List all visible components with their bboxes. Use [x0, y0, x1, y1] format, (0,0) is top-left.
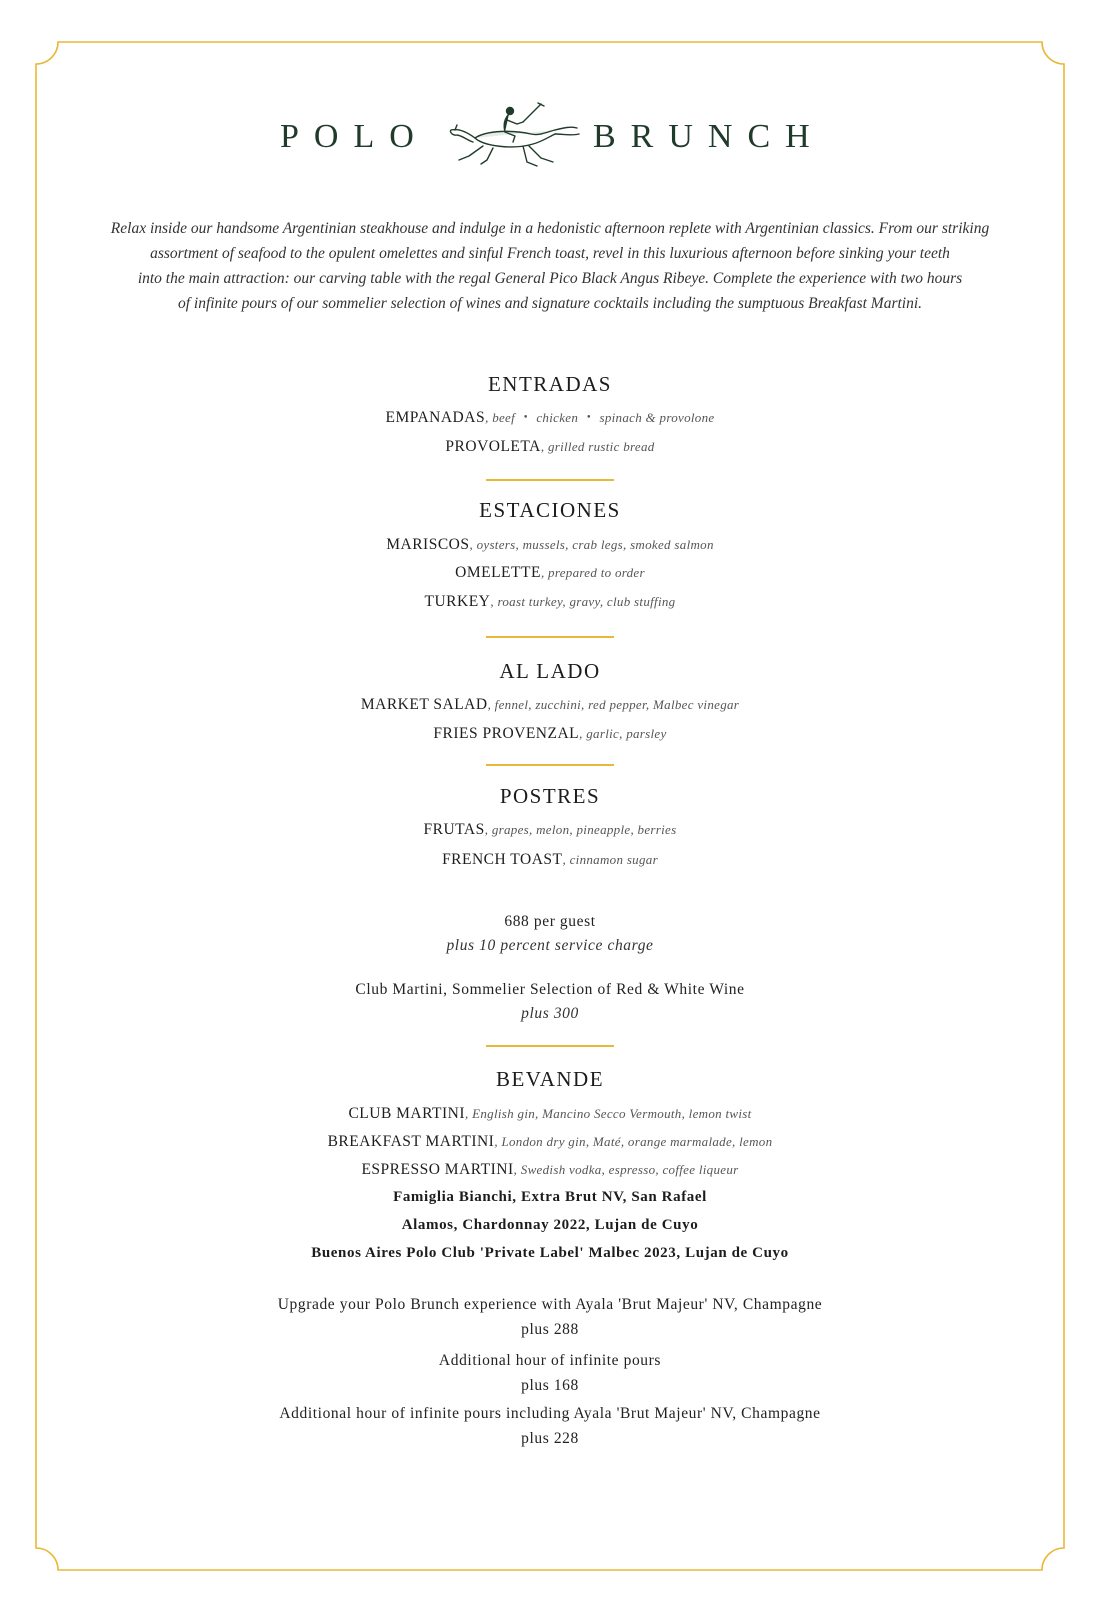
item-desc: oysters, mussels, crab legs, smoked salmon	[476, 537, 714, 552]
section-title-postres: POSTRES	[499, 784, 601, 808]
item-name: BREAKFAST MARTINI	[327, 1133, 495, 1150]
item-desc: roast turkey, gravy, club stuffing	[497, 594, 676, 609]
upgrade-price: plus 168	[521, 1377, 579, 1394]
section-title-estaciones: ESTACIONES	[479, 498, 621, 522]
item-name: ESPRESSO MARTINI	[361, 1161, 514, 1178]
menu-header	[0, 102, 1100, 174]
service-charge-note: plus 10 percent service charge	[446, 937, 654, 954]
item-name: EMPANADAS	[385, 409, 486, 426]
menu-item-frutas: FRUTAS, grapes, melon, pineapple, berries	[423, 821, 677, 838]
item-desc: London dry gin, Maté, orange marmalade, lemon	[501, 1134, 773, 1149]
wine-item: Alamos, Chardonnay 2022, Lujan de Cuyo	[401, 1217, 699, 1233]
menu-item-provoleta: PROVOLETA, grilled rustic bread	[445, 438, 655, 455]
item-option: chicken	[536, 410, 579, 425]
item-name: FRIES PROVENZAL	[433, 725, 580, 742]
section-divider	[486, 636, 614, 638]
menu-item-club-martini: CLUB MARTINI, English gin, Mancino Secco Vermouth, lemon twist	[348, 1105, 752, 1122]
item-name: FRENCH TOAST	[442, 851, 563, 868]
addon-package: Club Martini, Sommelier Selection of Red & White Wine	[355, 981, 745, 998]
intro-line: assortment of seafood to the opulent omelettes and sinful French toast, revel in this luxurious afternoon before sinking your teeth	[150, 245, 950, 262]
upgrade-price: plus 288	[521, 1321, 579, 1338]
item-name: FRUTAS	[423, 821, 485, 838]
menu-item-espresso-martini: ESPRESSO MARTINI, Swedish vodka, espresso, coffee liqueur	[361, 1161, 739, 1178]
separator-dot: •	[586, 413, 592, 423]
item-name: PROVOLETA	[445, 438, 541, 455]
section-title-al-lado: AL LADO	[499, 659, 601, 683]
item-desc: garlic, parsley	[586, 726, 667, 741]
section-divider	[486, 1045, 614, 1047]
section-title-bevande: BEVANDE	[495, 1067, 605, 1091]
intro-line: Relax inside our handsome Argentinian steakhouse and indulge in a hedonistic afternoon replete with Argentinian classics. From our striking	[110, 220, 990, 237]
section-divider	[486, 764, 614, 766]
item-name: CLUB MARTINI	[348, 1105, 466, 1122]
menu-item-empanadas: EMPANADAS, beef • chicken • spinach & provolone	[385, 409, 715, 426]
item-name: MARKET SALAD	[360, 696, 488, 713]
separator-dot: •	[523, 413, 529, 423]
menu-item-turkey: TURKEY, roast turkey, gravy, club stuffing	[424, 593, 676, 610]
addon-price: plus 300	[521, 1005, 579, 1022]
section-title-entradas: ENTRADAS	[487, 372, 612, 396]
intro-line: of infinite pours of our sommelier selection of wines and signature cocktails including the sumptuous Breakfast Martini.	[177, 295, 923, 312]
title-polo: POLO	[280, 118, 429, 155]
menu-item-french-toast: FRENCH TOAST, cinnamon sugar	[442, 851, 658, 868]
item-desc: cinnamon sugar	[569, 852, 658, 867]
upgrade-price: plus 228	[521, 1430, 579, 1447]
item-desc: grilled rustic bread	[547, 439, 655, 454]
item-option: beef	[492, 410, 516, 425]
item-desc: English gin, Mancino Secco Vermouth, lemon twist	[472, 1106, 752, 1121]
wine-item: Famiglia Bianchi, Extra Brut NV, San Rafael	[393, 1189, 707, 1205]
item-option: spinach & provolone	[599, 410, 715, 425]
section-divider	[486, 479, 614, 481]
upgrade-text: Upgrade your Polo Brunch experience with Ayala 'Brut Majeur' NV, Champagne	[277, 1296, 823, 1313]
menu-item-fries-provenzal: FRIES PROVENZAL, garlic, parsley	[433, 725, 667, 742]
title-brunch: BRUNCH	[593, 118, 825, 155]
polo-horse-rider-icon	[443, 102, 581, 174]
upgrade-text: Additional hour of infinite pours	[438, 1352, 662, 1369]
price-per-guest: 688 per guest	[504, 913, 596, 930]
item-name: OMELETTE	[455, 564, 541, 581]
item-desc: fennel, zucchini, red pepper, Malbec vinegar	[494, 697, 740, 712]
item-name: MARISCOS	[386, 536, 470, 553]
item-desc: prepared to order	[548, 565, 645, 580]
item-desc: Swedish vodka, espresso, coffee liqueur	[520, 1162, 739, 1177]
upgrade-text: Additional hour of infinite pours including Ayala 'Brut Majeur' NV, Champagne	[279, 1405, 821, 1422]
intro-paragraph	[100, 216, 1000, 316]
menu-item-mariscos: MARISCOS, oysters, mussels, crab legs, smoked salmon	[386, 536, 714, 553]
wine-item: Buenos Aires Polo Club 'Private Label' Malbec 2023, Lujan de Cuyo	[311, 1245, 789, 1261]
item-name: TURKEY	[424, 593, 491, 610]
menu-item-market-salad: MARKET SALAD, fennel, zucchini, red pepper, Malbec vinegar	[360, 696, 740, 713]
menu-item-breakfast-martini: BREAKFAST MARTINI, London dry gin, Maté, orange marmalade, lemon	[327, 1133, 773, 1150]
menu-item-omelette: OMELETTE, prepared to order	[455, 564, 645, 581]
intro-line: into the main attraction: our carving table with the regal General Pico Black Angus Ribeye. Complete the experience with two hours	[137, 270, 963, 287]
item-desc: grapes, melon, pineapple, berries	[491, 822, 677, 837]
